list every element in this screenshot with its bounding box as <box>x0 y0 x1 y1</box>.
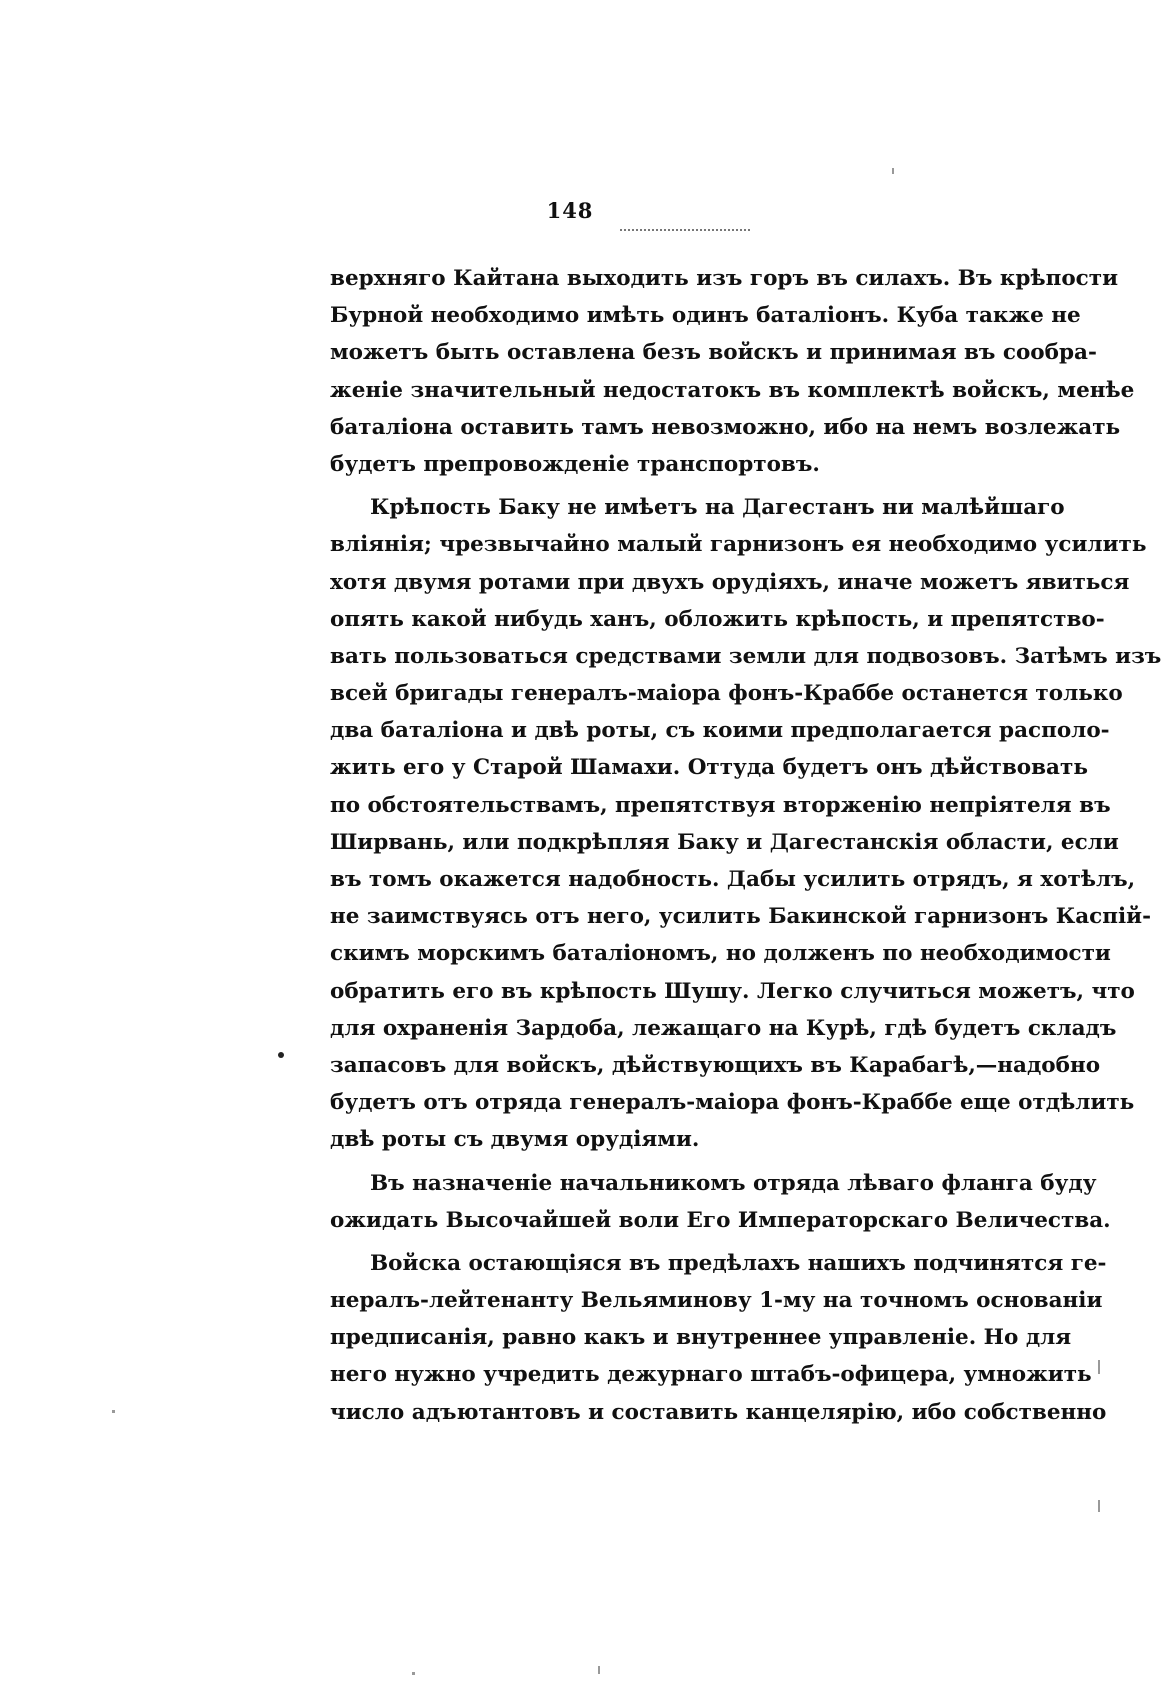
text-line: обратить его въ крѣпость Шушу. Легко случиться можетъ, что <box>330 978 1135 1004</box>
scan-speck <box>598 1666 600 1674</box>
text-line: Крѣпость Баку не имѣетъ на Дагестанъ ни малѣйшаго <box>370 495 1065 521</box>
text-line: вліянія; чрезвычайно малый гарнизонъ ея необходимо усилить <box>330 532 1147 558</box>
scan-speck <box>1098 1500 1100 1512</box>
page-number-ornament <box>620 229 750 235</box>
text-line: въ томъ окажется надобность. Дабы усилить отрядъ, я хотѣлъ, <box>330 867 1136 892</box>
text-line: женіе значительный недостатокъ въ комплектѣ войскъ, менѣе <box>330 377 1135 403</box>
text-line: баталіона оставить тамъ невозможно, ибо на немъ возлежать <box>330 414 1121 440</box>
text-line: Въ назначеніе начальникомъ отряда лѣваго фланга буду <box>370 1170 1097 1196</box>
text-line: двѣ роты съ двумя орудіями. <box>330 1127 700 1153</box>
page-number: 148 <box>546 198 594 223</box>
text-line: скимъ морскимъ баталіономъ, но долженъ по необходимости <box>330 941 1111 967</box>
body-text <box>330 260 1161 1431</box>
text-line: верхняго Кайтана выходить изъ горъ въ силахъ. Въ крѣпости <box>330 266 1119 291</box>
text-line: предписанія, равно какъ и внутреннее управленіе. Но для <box>330 1325 1072 1351</box>
text-line: всей бригады генералъ-маіора фонъ-Краббе останется только <box>330 681 1123 707</box>
text-line: Ширвань, или подкрѣпляя Баку и Дагестанскія области, если <box>330 829 1119 855</box>
text-line: Бурной необходимо имѣть одинъ баталіонъ. Куба также не <box>330 303 1081 329</box>
text-line: опять какой нибудь ханъ, обложить крѣпость, и препятство- <box>330 606 1105 632</box>
text-line: число адъютантовъ и составить канцелярію, ибо собственно <box>330 1399 1107 1425</box>
text-line: будетъ отъ отряда генералъ-маіора фонъ-Краббе еще отдѣлить <box>330 1090 1135 1116</box>
text-line: хотя двумя ротами при двухъ орудіяхъ, иначе можетъ явиться <box>330 569 1130 595</box>
text-line: для охраненія Зардоба, лежащаго на Курѣ, гдѣ будетъ складъ <box>330 1015 1117 1041</box>
scan-speck <box>892 168 894 174</box>
margin-mark <box>278 1052 284 1058</box>
text-line: него нужно учредить дежурнаго штабъ-офицера, умножить <box>330 1362 1092 1388</box>
text-line: Войска остающіяся въ предѣлахъ нашихъ подчинятся ге- <box>370 1250 1107 1276</box>
text-line: будетъ препровожденіе транспортовъ. <box>330 451 820 477</box>
text-line: по обстоятельствамъ, препятствуя вторженію непріятеля въ <box>330 792 1111 818</box>
text-line: вать пользоваться средствами земли для подвозовъ. Затѣмъ изъ <box>330 643 1161 669</box>
scan-speck <box>1098 1360 1100 1374</box>
scan-speck <box>112 1410 115 1413</box>
text-line: можетъ быть оставлена безъ войскъ и принимая въ сообра- <box>330 340 1097 366</box>
text-line: ожидать Высочайшей воли Его Императорскаго Величества. <box>330 1207 1111 1233</box>
text-line: два баталіона и двѣ роты, съ коими предполагается располо- <box>330 718 1110 744</box>
text-line: нералъ-лейтенанту Вельяминову 1-му на точномъ основаніи <box>330 1288 1103 1314</box>
scan-speck <box>412 1672 415 1675</box>
text-line: запасовъ для войскъ, дѣйствующихъ въ Карабагѣ,—надобно <box>330 1052 1101 1078</box>
text-line: жить его у Старой Шамахи. Оттуда будетъ онъ дѣйствовать <box>330 755 1088 781</box>
text-line: не заимствуясь отъ него, усилить Бакинской гарнизонъ Каспій- <box>330 904 1152 930</box>
